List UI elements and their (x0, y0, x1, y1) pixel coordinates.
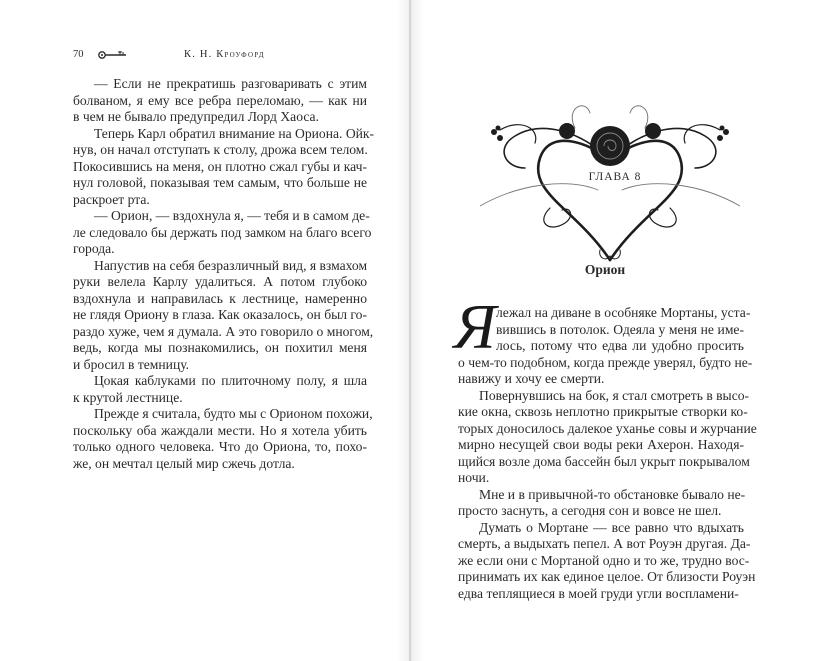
text-line: торых доносилось далекое уханье совы и журчание (458, 420, 757, 436)
chapter-label: ГЛАВА 8 (588, 171, 642, 183)
text-line: ведь, когда мы познакомились, он похитил меня (73, 340, 367, 355)
text-line: ночи. (458, 470, 490, 485)
text-line: Мне и в привычной-то обстановке бывало не- (479, 486, 746, 502)
text-line: и бросил в темницу. (73, 356, 190, 372)
text-line: города. (73, 241, 115, 256)
page-number: 70 (73, 49, 84, 60)
text-line: Теперь Карл обратил внимание на Ориона. Ойк- (94, 125, 375, 141)
text-line: мирно несущей свои воды реки Ахерон. Находя- (458, 437, 744, 452)
text-line: навижу и хочу ее смерти. (458, 371, 605, 386)
text-line: раскроет рта. (73, 191, 150, 207)
drop-cap: Я (454, 291, 497, 362)
text-line: Думать о Мортане — все равно что вдыхать (479, 519, 744, 535)
running-header (73, 49, 373, 63)
text-line: раздо хуже, чем я думала. А это говорило о многом, (73, 323, 374, 339)
text-line: — Орион, — вздохнула я, — тебя и в самом де- (94, 208, 370, 223)
text-line: — Если не прекратишь разговаривать с этим (94, 76, 367, 91)
left-body-text (73, 76, 375, 472)
text-line: ле следовало бы держать под замком на благо всего (73, 224, 372, 240)
text-line: болваном, я ему все ребра переломаю, — как ни (73, 92, 367, 108)
key-icon (98, 50, 128, 63)
text-line: Цокая каблуками по плиточному полу, я шла (94, 373, 367, 388)
text-line: щийся возле дома бассейн был укрыт покрывалом (458, 453, 750, 469)
text-line: нул головой, показывая тем самым, что больше не (73, 175, 367, 190)
text-line: руки велела Карлу удалиться. А потом глубоко (73, 274, 367, 289)
text-line: не глядя Ориону в глаза. Как оказалось, он был го- (73, 307, 367, 322)
text-line: только одного человека. Что до Ориона, то, похо- (73, 439, 367, 454)
text-line: едва теплящиеся в моей груди угли воспламени- (458, 585, 739, 601)
text-line: смерть, а выдыхать пепел. А вот Роуэн другая. Да- (458, 536, 751, 551)
text-line: нув, он начал отступать к столу, дрожа всем телом. (73, 142, 368, 157)
text-line: в чем не бывало предупредил Лорд Хаоса. (73, 109, 319, 124)
text-line: кие окна, сквозь неплотно прикрытые створки ко- (458, 404, 748, 419)
text-line: Напустив на себя безразличный вид, я взмахом (94, 257, 368, 273)
text-line: просто заснуть, а сегодня сон и вовсе не шел. (458, 503, 722, 518)
text-line: лежал на диване в особняке Мортаны, уста- (496, 305, 751, 320)
running-title: К. Н. Кроуфорд (184, 49, 265, 60)
right-body-text (454, 291, 757, 602)
text-line: лось, потому что едва ли удобно просить (496, 338, 744, 353)
text-line: поскольку оба жаждали мести. Но я хотела убить (73, 422, 367, 438)
text-line: Прежде я считала, будто мы с Орионом похожи, (94, 406, 373, 421)
text-line: Покосившись на меня, он плотно сжал губы и кач- (73, 158, 367, 174)
text-line: Повернувшись на бок, я стал смотреть в высо- (479, 387, 750, 403)
text-line: к крутой лестнице. (73, 389, 183, 405)
book-gutter (396, 0, 424, 661)
text-line: вздохнула и направилась к лестнице, намеренно (73, 290, 367, 306)
text-line: же, он мечтал целый мир сжечь дотла. (73, 455, 295, 471)
text-line: вившись в потолок. Одеяла у меня не име- (496, 321, 744, 337)
chapter-title: Орион (584, 262, 626, 277)
text-line: же если они с Мортаной одно и то же, трудно вос- (458, 552, 750, 568)
text-line: принимать их как единое целое. От близости Роуэн (458, 569, 756, 584)
text-line: о чем-то подобном, когда прежде уверял, будто не- (458, 354, 753, 370)
